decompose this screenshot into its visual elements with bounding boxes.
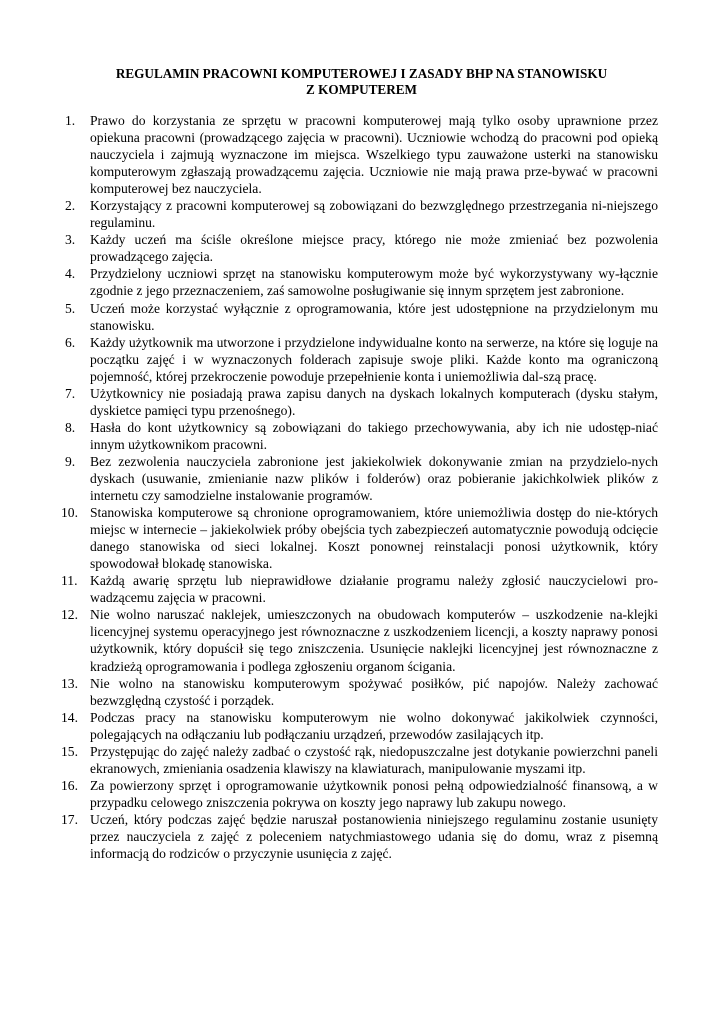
rule-number: 13.	[61, 675, 78, 691]
rule-item-3	[65, 231, 658, 265]
rule-text: Każdy użytkownik ma utworzone i przydzielone indywidualne konto na serwerze, na które się loguje na początku zajęć i w wyznaczonych folderach zapisuje swoje pliki. Każde konto ma ograniczoną pojemność, której przekroczenie powoduje przepełnienie konta i uniemożliwia dal-szą pracę.	[90, 334, 658, 384]
rule-number: 11.	[61, 573, 78, 589]
rule-text: Korzystający z pracowni komputerowej są zobowiązani do bezwzględnego przestrzegania ni-niejszego regulaminu.	[90, 198, 658, 231]
rule-number: 15.	[61, 743, 78, 759]
rule-number: 8.	[65, 419, 76, 435]
rule-text: Prawo do korzystania ze sprzętu w pracowni komputerowej mają tylko osoby uprawnione przez opiekuna pracowni (prowadzącego zajęcia w pracowni). Uczniowie wchodzą do pracowni pod opieką nauczyciela i zajmują wyznaczone im miejsca. Wszelkiego typu zauważone usterki na stanowisku komputerowym zgłaszają prowadzącemu zajęcia. Uczniowie nie mają prawa prze-bywać w pracowni komputerowej bez nauczyciela.	[90, 113, 658, 197]
rule-item-5	[65, 300, 658, 334]
rule-number: 7.	[65, 385, 76, 401]
rule-text: Każdą awarię sprzętu lub nieprawidłowe działanie programu należy zgłosić nauczycielowi pro-wadzącemu zajęcia w pracowni.	[90, 573, 658, 606]
rule-item-17	[61, 811, 658, 862]
rule-item-15	[61, 743, 658, 777]
rule-item-13	[61, 675, 658, 709]
rule-number: 12.	[61, 607, 78, 623]
rule-text: Nie wolno na stanowisku komputerowym spożywać posiłków, pić napojów. Należy zachować bezwzględną czystość i porządek.	[90, 675, 658, 708]
rule-text: Nie wolno naruszać naklejek, umieszczonych na obudowach komputerów – uszkodzenie na-klejki licencyjnej systemu operacyjnego jest równoznaczne z uszkodzeniem licencji, a koszty naprawy ponosi użytkownik, który dopuścił się tego zniszczenia. Usunięcie naklejki licencyjnej jest równoznaczne z kradzieżą oprogramowania i podlega zgłoszeniu organom ścigania.	[90, 607, 658, 674]
rule-number: 4.	[65, 266, 76, 282]
document-page	[61, 66, 658, 862]
title-line-2: Z KOMPUTEREM	[306, 82, 417, 97]
rule-item-7	[65, 385, 658, 419]
rule-item-16	[61, 777, 658, 811]
rule-item-1	[65, 112, 658, 197]
rule-item-14	[61, 709, 658, 743]
rule-number: 9.	[65, 453, 76, 469]
document-title	[65, 66, 658, 98]
rule-item-9	[65, 453, 658, 504]
rule-number: 17.	[61, 811, 78, 827]
rule-item-6	[65, 334, 658, 385]
rule-text: Przystępując do zajęć należy zadbać o czystość rąk, niedopuszczalne jest dotykanie powierzchni paneli ekranowych, zmieniania osadzenia klawiszy na klawiaturach, manipulowanie myszami itp.	[90, 743, 658, 776]
rule-item-4	[65, 265, 658, 299]
rule-text: Hasła do kont użytkownicy są zobowiązani do takiego przechowywania, aby ich nie udostęp-niać innym użytkownikom pracowni.	[90, 419, 658, 452]
rule-item-10	[61, 504, 658, 572]
rule-number: 16.	[61, 777, 78, 793]
title-line-1: REGULAMIN PRACOWNI KOMPUTEROWEJ I ZASADY BHP NA STANOWISKU	[115, 66, 608, 81]
rule-number: 6.	[65, 334, 76, 350]
rule-text: Uczeń może korzystać wyłącznie z oprogramowania, które jest udostępnione na przydzielonym mu stanowisku.	[90, 300, 658, 333]
rules-list	[61, 112, 658, 862]
rule-item-2	[65, 197, 658, 231]
rule-number: 14.	[61, 709, 78, 725]
rule-text: Bez zezwolenia nauczyciela zabronione jest jakiekolwiek dokonywanie zmian na przydzielo-nych dyskach (usuwanie, zmienianie nazw plików i folderów) oraz pobieranie jakichkolwiek plików z internetu czy samodzielne instalowanie programów.	[90, 453, 658, 504]
rule-item-8	[65, 419, 658, 453]
rule-item-11	[61, 572, 658, 606]
rule-text: Stanowiska komputerowe są chronione oprogramowaniem, które uniemożliwia dostęp do nie-których miejsc w internecie – jakiekolwiek próby obejścia tych zabezpieczeń automatycznie powodują odcięcie danego stanowiska od sieci lokalnej. Koszt ponownej reinstalacji ponosi użytkownik, który spowodował blokadę stanowiska.	[90, 505, 658, 572]
rule-number: 2.	[65, 198, 76, 214]
rule-number: 1.	[65, 113, 76, 128]
rule-text: Podczas pracy na stanowisku komputerowym nie wolno dokonywać jakikolwiek czynności, polegających na odłączaniu lub podłączaniu urządzeń, przewodów zasilających itp.	[90, 709, 658, 742]
rule-number: 3.	[65, 232, 76, 248]
rule-text: Każdy uczeń ma ściśle określone miejsce pracy, którego nie może zmieniać bez pozwolenia prowadzącego zajęcia.	[90, 232, 658, 265]
rule-text: Uczeń, który podczas zajęć będzie naruszał postanowienia niniejszego regulaminu zostanie usunięty przez nauczyciela z zajęć z poleceniem natychmiastowego udania się do domu, wraz z pisemną informacją do rodziców o przyczynie usunięcia z zajęć.	[90, 811, 658, 862]
rule-text: Użytkownicy nie posiadają prawa zapisu danych na dyskach lokalnych komputerach (dysku stałym, dyskietce pamięci typu przenośnego).	[90, 385, 658, 418]
rule-item-12	[61, 606, 658, 674]
rule-number: 10.	[61, 505, 78, 521]
rule-text: Za powierzony sprzęt i oprogramowanie użytkownik ponosi pełną odpowiedzialność finansową, a w przypadku celowego zniszczenia pokrywa on koszty jego naprawy lub zakupu nowego.	[90, 777, 658, 810]
rule-number: 5.	[65, 300, 76, 316]
rule-text: Przydzielony uczniowi sprzęt na stanowisku komputerowym może być wykorzystywany wy-łącznie zgodnie z jego przeznaczeniem, zaś samowolne posługiwanie się innym sprzętem jest zabronione.	[90, 266, 658, 299]
